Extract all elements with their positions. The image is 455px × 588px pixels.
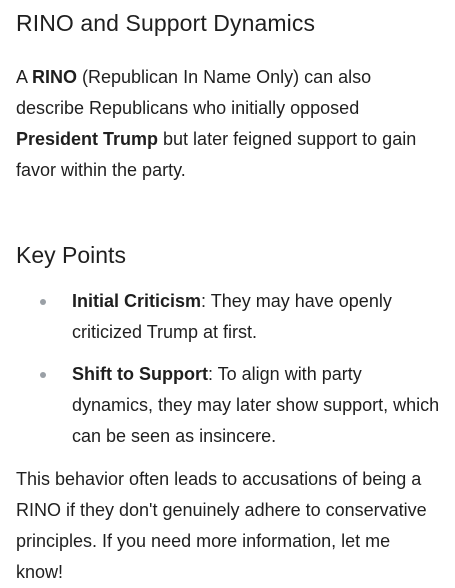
section-title: RINO and Support Dynamics [16, 10, 316, 36]
point-text: : To align with party dynamics, they may later show support, which can be seen as insincere. [72, 364, 440, 446]
conclusion-paragraph: This behavior often leads to accusations of being a RINO if they don't genuinely adhere to conservative principles. If you need more information, let me know! [16, 469, 427, 582]
intro-text-3: but later feigned support to gain favor within the party. [16, 129, 417, 180]
list-item [16, 286, 441, 348]
intro-text-1: A [16, 67, 33, 87]
intro-paragraph [16, 62, 441, 186]
key-points-title: Key Points [16, 242, 126, 268]
key-points-list [16, 286, 441, 452]
bullet-icon [40, 372, 46, 378]
point-label: Initial Criticism [72, 291, 202, 311]
point-label: Shift to Support [72, 364, 208, 384]
list-item [16, 359, 441, 452]
intro-text-2: (Republican In Name Only) can also describe Republicans who initially opposed [16, 67, 372, 118]
bullet-icon [40, 299, 46, 305]
point-text: : They may have openly criticized Trump at first. [72, 291, 392, 342]
rino-term: RINO [32, 67, 78, 87]
president-trump-term: President Trump [16, 129, 159, 149]
